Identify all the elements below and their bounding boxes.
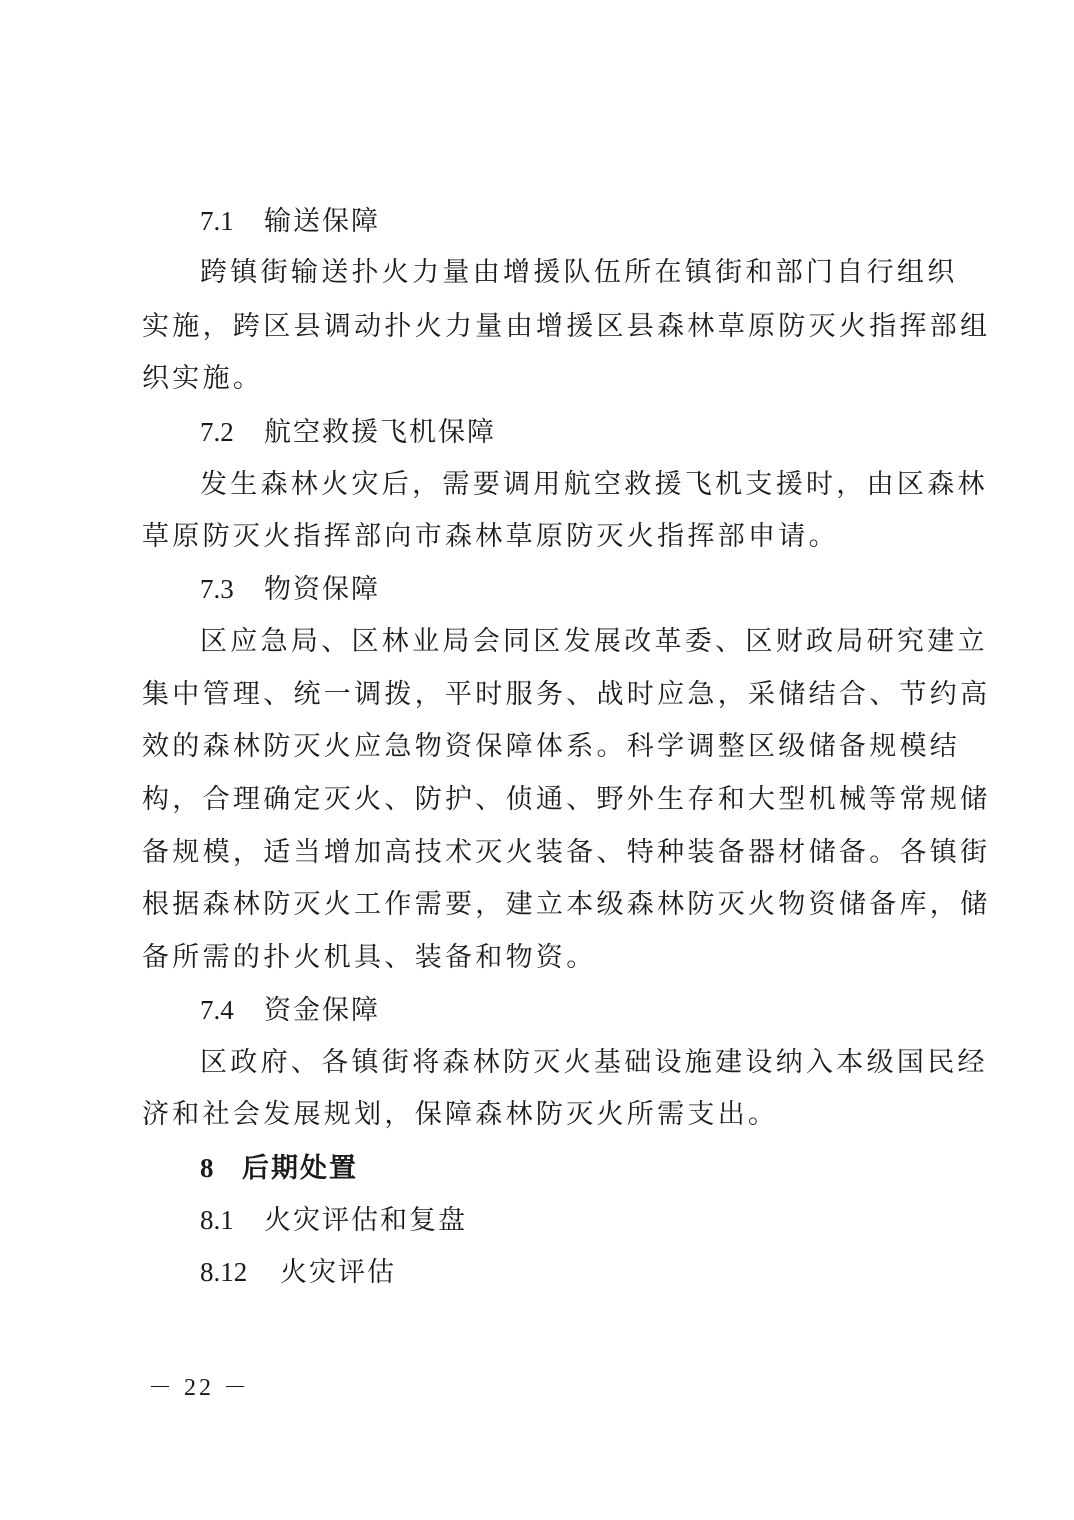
- paragraph-line: 备规模，适当增加高技术灭火装备、特种装备器材储备。各镇街: [142, 837, 991, 868]
- section-number: 8.12: [200, 1257, 248, 1287]
- section-heading-7-1: [200, 194, 380, 248]
- page-number: － 22 －: [148, 1375, 250, 1401]
- paragraph-line: 实施，跨区县调动扑火力量由增援区县森林草原防灭火指挥部组: [142, 311, 991, 342]
- section-number: 7.4: [200, 995, 234, 1025]
- paragraph-line: 效的森林防灭火应急物资保障体系。科学调整区级储备规模结: [142, 731, 961, 762]
- section-heading-7-4: [200, 983, 380, 1037]
- section-title: 后期处置: [242, 1153, 358, 1184]
- paragraph-line: 构，合理确定灭火、防护、侦通、野外生存和大型机械等常规储: [142, 784, 991, 815]
- paragraph-line: 区应急局、区林业局会同区发展改革委、区财政局研究建立: [200, 626, 988, 657]
- paragraph-line: 济和社会发展规划，保障森林防灭火所需支出。: [142, 1099, 779, 1130]
- paragraph-line: 区政府、各镇街将森林防灭火基础设施建设纳入本级国民经: [200, 1047, 988, 1078]
- section-heading-7-3: [200, 562, 380, 616]
- section-number: 7.1: [200, 206, 234, 236]
- section-title: 火灾评估和复盘: [264, 1205, 467, 1236]
- section-heading-8-12: [200, 1245, 396, 1299]
- section-title: 输送保障: [264, 206, 380, 237]
- paragraph-line: 跨镇街输送扑火力量由增援队伍所在镇街和部门自行组织: [200, 257, 958, 288]
- section-number: 7.3: [200, 574, 234, 604]
- paragraph-line: 集中管理、统一调拨，平时服务、战时应急，采储结合、节约高: [142, 679, 991, 710]
- section-title: 航空救援飞机保障: [264, 417, 496, 448]
- section-title: 资金保障: [264, 995, 380, 1026]
- section-heading-8-1: [200, 1193, 467, 1247]
- section-heading-8: [200, 1141, 358, 1195]
- paragraph-line: 备所需的扑火机具、装备和物资。: [142, 942, 597, 973]
- section-title: 火灾评估: [280, 1257, 396, 1288]
- section-title: 物资保障: [264, 574, 380, 605]
- section-number: 8.1: [200, 1205, 234, 1235]
- section-number: 8: [200, 1153, 214, 1183]
- section-heading-7-2: [200, 405, 496, 459]
- paragraph-line: 织实施。: [142, 363, 264, 394]
- section-number: 7.2: [200, 417, 234, 447]
- paragraph-line: 根据森林防灭火工作需要，建立本级森林防灭火物资储备库，储: [142, 889, 991, 920]
- paragraph-line: 草原防灭火指挥部向市森林草原防灭火指挥部申请。: [142, 521, 839, 552]
- paragraph-line: 发生森林火灾后，需要调用航空救援飞机支援时，由区森林: [200, 469, 988, 500]
